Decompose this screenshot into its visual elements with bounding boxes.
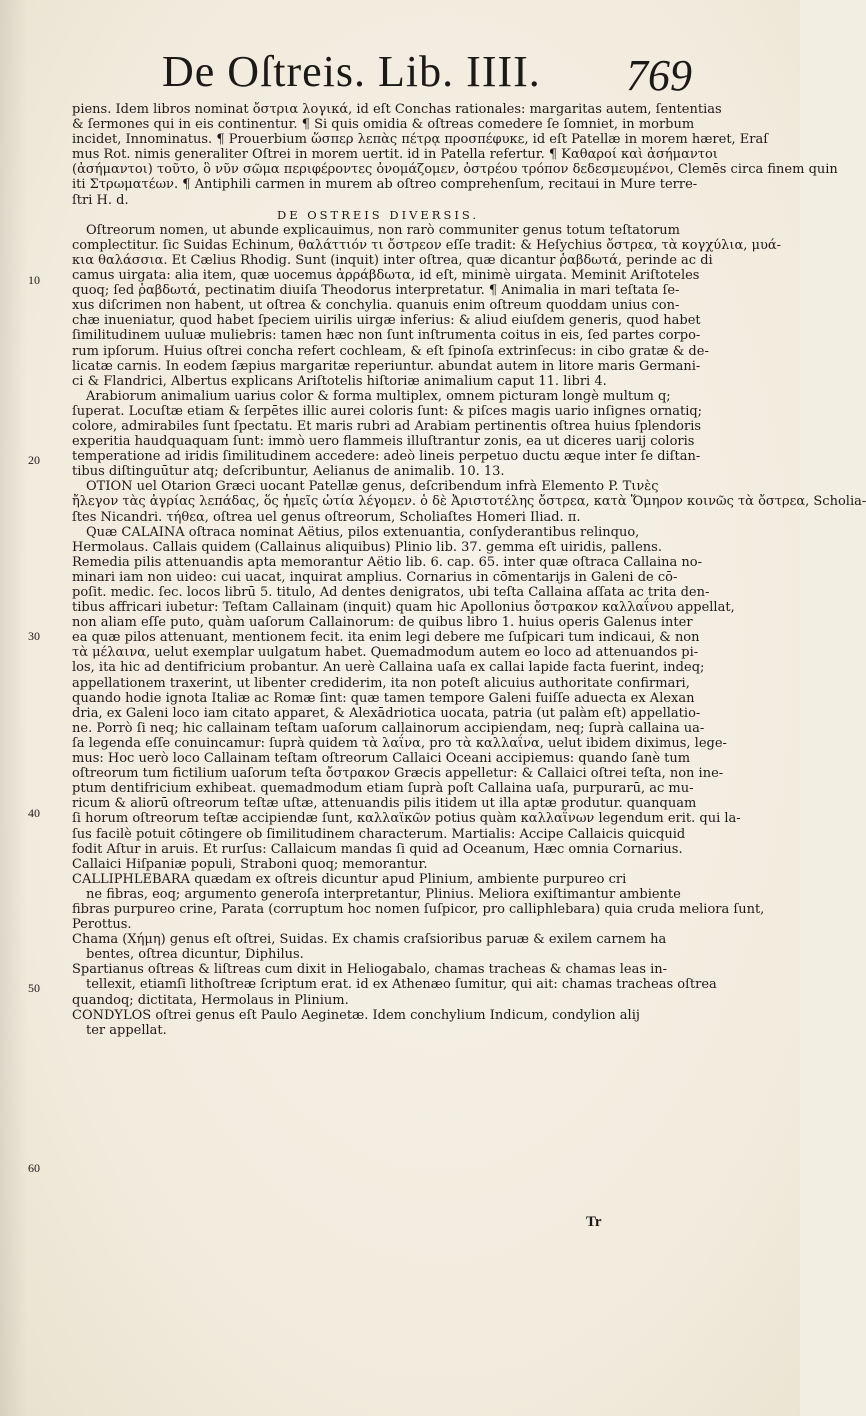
text-line: (ἀσήμαντοι) τοῦτο, ὃ νῦν σῶμα περιφέροντες ὀνομάζομεν, ὀστρέου τρόπον δεδεσμευμένοι, Clemēs circa finem quin: [72, 162, 838, 178]
text-line: ſtes Nicandri. τήθεα, oſtrea uel genus oſtreorum, Scholiaſtes Homeri Iliad. π.: [72, 509, 581, 525]
text-line: quoq; ſed ῥαβδωτά, pectinatim diuiſa Theodorus interpretatur. ¶ Animalia in mari teſtata ſe-: [72, 283, 680, 299]
text-line: poſit. medic. ſec. locos librū 5. titulo, Ad dentes denigratos, ubi teſta Callaina aſſata ac trita den-: [72, 585, 710, 600]
text-line: tellexit, etiamſi lithoſtreæ ſcriptum erat. id ex Athenæo ſumitur, qui ait: chamas tracheas oſtrea: [86, 977, 717, 993]
text-line: Callaici Hiſpaniæ populi, Straboni quoq; memorantur.: [72, 856, 428, 872]
text-line: oſtreorum tum fictilium uaſorum teſta ὄστρακον Græcis appelletur: & Callaici oſtrei teſta, non ine-: [72, 766, 724, 782]
text-line: ne. Porrò ſi neq; hic callainam teſtam uaſorum callainorum accipiendam, neq; ſuprà callaina ua-: [72, 720, 705, 736]
text-line: ſimilitudinem uuluæ muliebris: tamen hæc non ſunt inſtrumenta coitus in eis, ſed partes corpo-: [72, 328, 701, 344]
text-line: ptum dentifricium exhibeat. quemadmodum etiam ſuprà poſt Callaina uaſa, purpurarū, ac mu-: [72, 781, 694, 797]
text-line: xus diſcrimen non habent, ut oſtrea & conchylia. quanuis enim oſtreum quoddam unius con-: [72, 298, 680, 314]
text-line: Arabiorum animalium uarius color & forma multiplex, omnem picturam longè multum q;: [86, 388, 671, 404]
margin-number-20: 20: [28, 453, 40, 467]
text-line: ea quæ pilos attenuant, mentionem fecit. ita enim legi debere me ſuſpicari tum indicaui, & non: [72, 630, 700, 646]
text-line: chæ inueniatur, quod habet ſpeciem uirilis uirgæ inferius: & aliud eiuſdem generis, quod habet: [72, 313, 701, 329]
text-line: Chama (Χήμη) genus eſt oſtrei, Suidas. Ex chamis craſsioribus paruæ & exilem carnem ha: [72, 932, 667, 948]
text-line: dria, ex Galeni loco iam citato apparet, & Alexādriotica uocata, patria (ut palàm eſt) appellatio-: [72, 705, 701, 721]
text-line: ſus facilè potuit cōtingere ob ſimilitudinem characterum. Martialis: Accipe Callaicis quicquid: [72, 826, 686, 842]
text-line: mus: Hoc uerò loco Callainam teſtam oſtreorum Callaici Oceani accipiemus: quando ſanè tum: [72, 751, 691, 767]
text-line: ſuperat. Locuſtæ etiam & ſerpētes illic aurei coloris ſunt: & piſces magis uario inſignes ornatiq;: [72, 403, 703, 419]
section-heading: DE OSTREIS DIVERSIS.: [276, 207, 480, 222]
text-line: ἤλεγον τὰς ἀγρίας λεπάδας, ὅς ἡμεῖς ὠτία λέγομεν. ὁ δὲ Ἀριστοτέλης ὄστρεα, κατὰ Ὅμηρον κοινῶς τὰ ὄστρεα, Scholia-: [72, 494, 866, 510]
text-line: camus uirgata: alia item, quæ uocemus ἀρράβδωτα, id eſt, minimè uirgata. Meminit Ariſtoteles: [72, 268, 700, 284]
text-line: ſa legenda eſſe conuincamur: ſuprà quidem τὰ λαΐνα, pro τὰ καλλαΐνα, uelut ibidem diximus, lege-: [72, 735, 727, 751]
text-line: ricum & aliorū oſtreorum teſtæ uſtæ, attenuandis pilis itidem ut illa aptæ produtur. quanquam: [72, 796, 697, 812]
text-line: Quæ CALAINA oſtraca nominat Aëtius, pilos extenuantia, conſyderantibus relinquo,: [86, 524, 640, 540]
catchword: Tr: [586, 1214, 602, 1230]
text-line: quandoq; dictitata, Hermolaus in Plinium.: [72, 992, 349, 1008]
margin-number-10: 10: [28, 273, 40, 287]
page-number: 769: [626, 51, 692, 100]
running-head: [150, 46, 692, 106]
text-line: ci & Flandrici, Albertus explicans Ariſtotelis hiſtoriæ animalium caput 11. libri 4.: [72, 373, 607, 389]
text-line: appellationem traxerint, ut libenter crediderim, ita non poteſt alicuius authoritate confirmari,: [72, 675, 690, 691]
text-line: ne fibras, eoq; argumento generoſa interpretantur, Plinius. Meliora exiſtimantur ambiente: [86, 886, 681, 902]
text-line: mus Rot. nimis generaliter Oſtrei in morem uertit. id in Patella refertur. ¶ Καθαροί καὶ ἀσήμαντοι: [72, 147, 718, 163]
text-line: κια θαλάσσια. Et Cælius Rhodig. Sunt (inquit) inter oſtrea, quæ dicantur ῥαβδωτά, perinde ac di: [72, 252, 713, 268]
text-line: Remedia pilis attenuandis apta memorantur Aëtio lib. 6. cap. 65. inter quæ oſtraca Callaina no-: [72, 554, 703, 570]
body-text: [72, 102, 866, 1053]
text-line: colore, admirabiles ſunt ſpectatu. Et maris rubri ad Arabiam pertinentis oſtrea huius ſplendoris: [72, 418, 702, 434]
text-line: ſi horum oſtreorum teſtæ accipiendæ ſunt, καλλαϊκῶν potius quàm καλλαΐνων legendum erit. qui la-: [72, 811, 741, 827]
margin-number-40: 40: [28, 806, 40, 820]
text-line: minari iam non uideo: cui uacat, inquirat amplius. Cornarius in cōmentarijs in Galeni de cō-: [72, 569, 678, 585]
text-line: complectitur. ſic Suidas Echinum, θαλάττιόν τι ὄστρεον eſſe tradit: & Heſychius ὄστρεα, τὰ κογχύλια, μυά-: [72, 237, 782, 253]
margin-number-50: 50: [28, 981, 40, 995]
text-line: rum ipſorum. Huius oſtrei concha refert cochleam, & eſt ſpinoſa extrinſecus: in cibo gratæ & de-: [72, 343, 709, 359]
text-line: τὰ μέλαινα, uelut exemplar uulgatum habet. Quemadmodum autem eo loco ad attenuandos pi-: [72, 645, 699, 661]
text-line: experitia haudquaquam ſunt: immò uero flammeis illuſtrantur zonis, ea ut diceres uarij coloris: [72, 434, 695, 450]
text-line: bentes, oſtrea dicuntur, Diphilus.: [86, 947, 304, 963]
text-line: tibus diſtinguūtur atq; deſcribuntur, Aelianus de animalib. 10. 13.: [72, 464, 505, 480]
running-title: De Oſtreis. Lib. IIII.: [162, 47, 541, 96]
margin-number-30: 30: [28, 629, 40, 643]
text-line: Hermolaus. Callais quidem (Callainus aliquibus) Plinio lib. 37. gemma eſt uiridis, pallens.: [72, 539, 662, 555]
margin-line-numbers: [0, 0, 60, 1416]
text-line: fibras purpureo crine, Parata (corruptum hoc nomen ſuſpicor, pro calliphlebara) quia cruda meliora ſunt,: [72, 901, 765, 917]
text-line: CONDYLOS oſtrei genus eſt Paulo Aeginetæ. Idem conchylium Indicum, condylion alij: [72, 1007, 640, 1023]
margin-number-60: 60: [28, 1161, 40, 1175]
text-line: iti Στρωματέων. ¶ Antiphili carmen in murem ab oſtreo comprehenſum, recitaui in Mure terre-: [72, 177, 698, 193]
text-line: CALLIPHLEBARA quædam ex oſtreis dicuntur apud Plinium, ambiente purpureo cri: [72, 871, 627, 887]
text-line: piens. Idem libros nominat ὄστρια λογικά, id eſt Conchas rationales: margaritas autem, ſententias: [72, 102, 722, 117]
text-line: quando hodie ignota Italiæ ac Romæ ſint: quæ tamen tempore Galeni fuiſſe aduecta ex Alexan: [72, 690, 695, 706]
text-line: & ſermones qui in eis continentur. ¶ Si quis omidia & oſtreas comedere ſe ſomniet, in morbum: [72, 117, 695, 133]
text-line: OTION uel Otarion Græci uocant Patellæ genus, deſcribendum infrà Elemento P. Τινὲς: [86, 479, 659, 495]
text-line: Oſtreorum nomen, ut abunde explicauimus, non rarò communiter genus totum teſtatorum: [86, 222, 680, 238]
text-line: los, ita hic ad dentifricium probantur. An uerè Callaina uaſa ex callai lapide facta fuerint, indeq;: [72, 660, 705, 676]
text-line: Perottus.: [72, 917, 132, 933]
text-line: ter appellat.: [86, 1022, 167, 1038]
text-line: licatæ carnis. In eodem ſæpius margaritæ reperiuntur. abundat autem in litore maris Germani-: [72, 358, 701, 374]
text-line: fodit Aſtur in aruis. Et rurſus: Callaicum mandas ſi quid ad Oceanum, Hæc omnia Cornarius.: [72, 841, 683, 857]
text-line: ſtri H. d.: [72, 192, 129, 208]
text-line: incidet, Innominatus. ¶ Prouerbium ὥσπερ λεπὰς πέτρᾳ προσπέφυκε, id eſt Patellæ in morem hæret, Eraſ: [72, 132, 769, 148]
text-line: tibus affricari iubetur: Teſtam Callainam (inquit) quam hic Apollonius ὄστρακον καλλαΐνου appellat,: [72, 600, 735, 616]
text-line: [72, 1038, 684, 1053]
text-line: Spartianus oſtreas & liſtreas cum dixit in Heliogabalo, chamas tracheas & chamas leas in-: [72, 962, 668, 978]
text-line: temperatione ad iridis ſimilitudinem accedere: adeò lineis perpetuo ductu æque inter ſe diſtan-: [72, 449, 701, 465]
text-line: non aliam eſſe puto, quàm uaſorum Callainorum: de quibus libro 1. huius operis Galenus inter: [72, 615, 693, 631]
